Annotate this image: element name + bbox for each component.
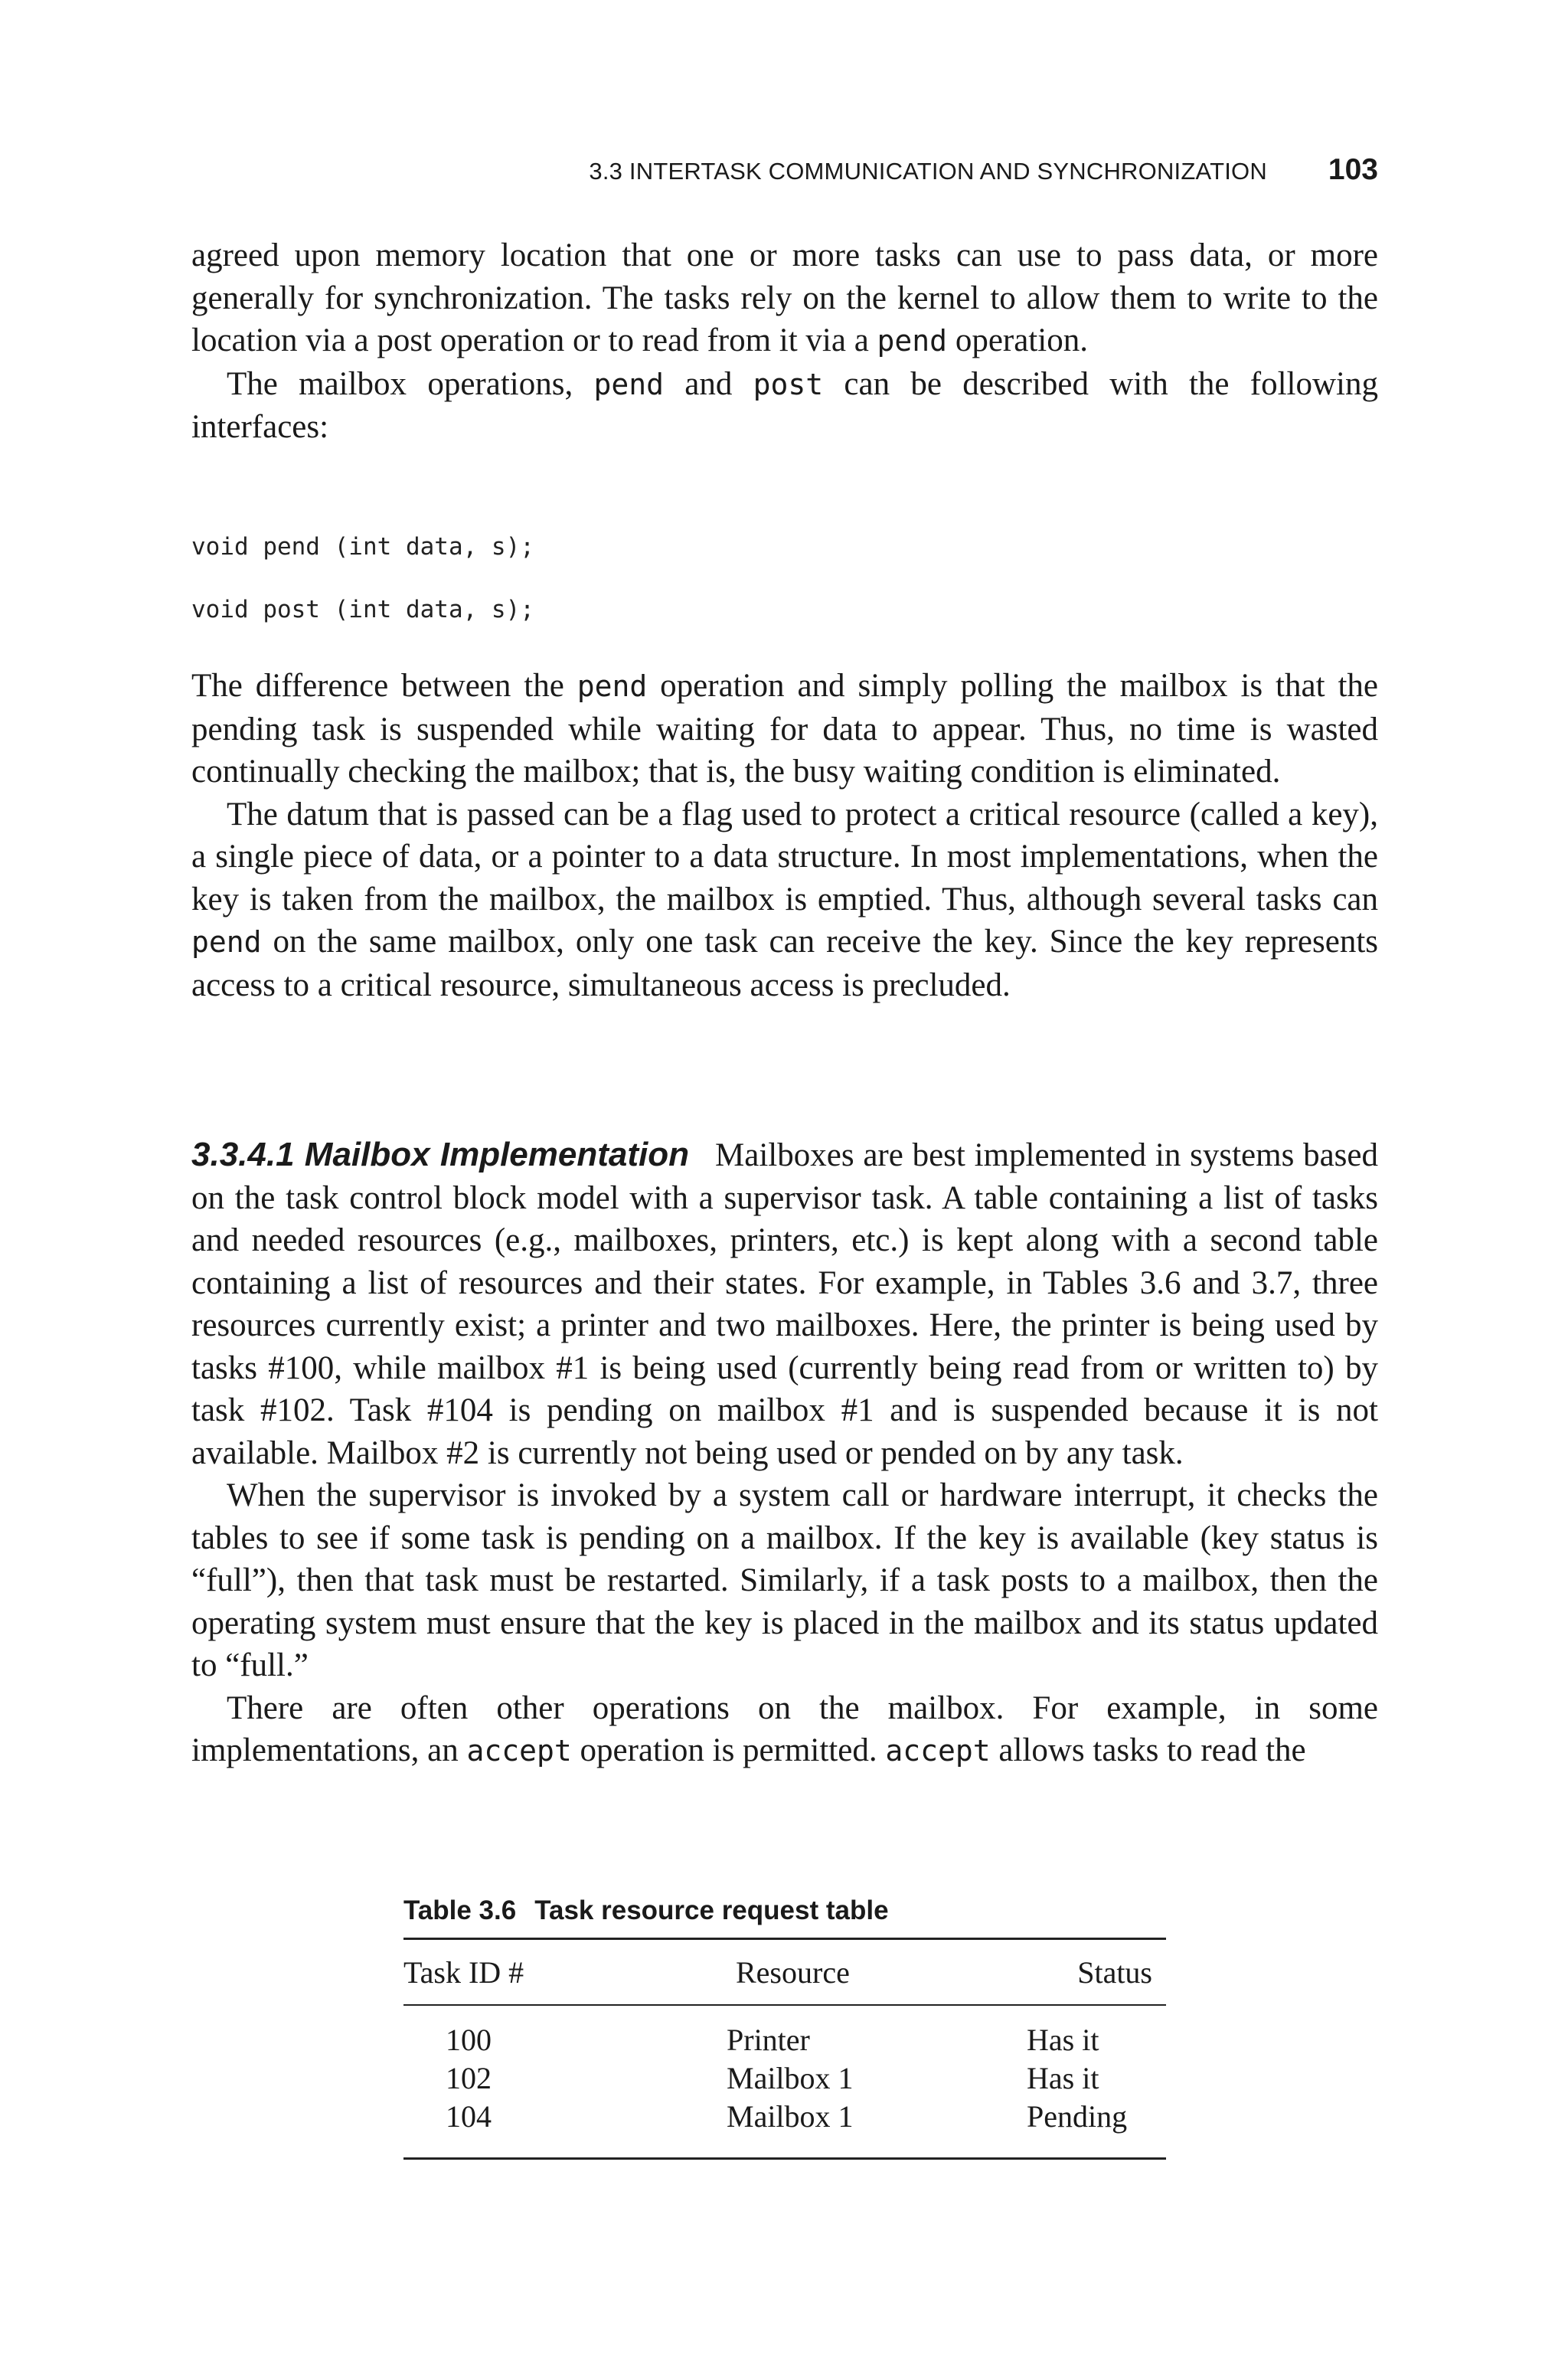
code-inline-pend: pend: [593, 367, 664, 401]
table-row: [403, 2098, 1166, 2136]
paragraph-7-text: [191, 1687, 1378, 1773]
code-inline-pend: pend: [577, 669, 648, 703]
table-body: [403, 2006, 1166, 2157]
running-head-section: 3.3 INTERTASK COMMUNICATION AND SYNCHRONIZATION: [589, 158, 1267, 185]
code-inline-post: post: [753, 367, 824, 401]
text-segment: and: [663, 365, 753, 402]
table-header-task-id: Task ID #: [403, 1954, 524, 1990]
text-segment: operation is permitted.: [571, 1732, 886, 1768]
text-segment: There are often other operations on the mailbox. For example, in some implementations, an: [191, 1689, 1378, 1768]
table-cell-resource: Mailbox 1: [727, 2061, 854, 2095]
code-inline-accept: accept: [885, 1734, 991, 1768]
code-line-pend: void pend (int data, s);: [191, 533, 534, 561]
subsection-mailbox-implementation: [191, 1133, 1378, 1773]
paragraph-6-text: [191, 1474, 1378, 1687]
running-head: [191, 153, 1378, 199]
text-segment: The difference between the: [191, 668, 577, 704]
code-inline-pend: pend: [191, 925, 262, 959]
code-inline-accept: accept: [466, 1734, 572, 1768]
subsection-heading: 3.3.4.1 Mailbox Implementation: [191, 1136, 690, 1173]
paragraph-2-text: [191, 363, 1378, 449]
text-segment: on the same mailbox, only one task can receive the key. Since the key represents access to a critical resource, simultaneous access is precluded.: [191, 924, 1378, 1003]
table-cell-status: Has it: [1027, 2023, 1099, 2057]
text-segment: agreed upon memory location that one or more tasks can use to pass data, or more generally for synchronization. The tasks rely on the kernel to allow them to write to the location via a post operation or to read from it via a: [191, 237, 1378, 358]
text-segment: operation and simply polling the mailbox is that the pending task is suspended while waiting for data to appear. Thus, no time is wasted continually checking the mailbox; that is, the busy waiting condition is eliminated.: [191, 668, 1378, 790]
text-segment: operation.: [947, 322, 1088, 358]
code-line-post: void post (int data, s);: [191, 596, 534, 623]
table-cell-task-id: 104: [446, 2099, 492, 2134]
table-caption-text: Task resource request table: [534, 1895, 889, 1925]
table-cell-task-id: 102: [446, 2061, 492, 2095]
table-header-status: Status: [1077, 1954, 1152, 1990]
table-cell-resource: Printer: [727, 2023, 810, 2057]
table-caption: [403, 1892, 1166, 1930]
table-cell-status: Has it: [1027, 2061, 1099, 2095]
code-inline-pend: pend: [877, 324, 948, 358]
paragraph-4-text: [191, 793, 1378, 1007]
text-segment: The mailbox operations,: [227, 365, 594, 402]
table-header-resource: Resource: [736, 1954, 850, 1990]
table-bottom-rule: [403, 2157, 1166, 2160]
table-3-6: [403, 1892, 1166, 2160]
paragraph-1: [191, 234, 1378, 449]
table-caption-label: Table 3.6: [403, 1895, 517, 1925]
table-cell-resource: Mailbox 1: [727, 2099, 854, 2134]
table-row: [403, 2059, 1166, 2098]
paragraph-5-text: [191, 1133, 1378, 1474]
text-segment: When the supervisor is invoked by a system call or hardware interrupt, it checks the tables to see if some task is pending on a mailbox. If the key is available (key status is “full”), then that task must be restarted. Similarly, if a task posts to a mailbox, then the operating system must ensure that the key is placed in the mailbox and its status updated to “full.”: [191, 1477, 1378, 1683]
page-number: 103: [1328, 153, 1378, 186]
table-cell-task-id: 100: [446, 2023, 492, 2057]
text-segment: allows tasks to read the: [990, 1732, 1306, 1768]
text-segment: The datum that is passed can be a flag used to protect a critical resource (called a key), a single piece of data, or a pointer to a data structure. In most implementations, when the key is taken from the mailbox, the mailbox is emptied. Thus, although several tasks can: [191, 796, 1378, 917]
paragraph-1-text: [191, 234, 1378, 363]
table-header-row: [403, 1940, 1166, 2004]
paragraph-3-text: [191, 665, 1378, 793]
table-cell-status: Pending: [1027, 2099, 1128, 2134]
text-segment: Mailboxes are best implemented in systems based on the task control block model with a supervisor task. A table containing a list of tasks and needed resources (e.g., mailboxes, printers, etc.) is kept along with a second table containing a list of resources and their states. For example, in Tables 3.6 and 3.7, three resources currently exist; a printer and two mailboxes. Here, the printer is being used by tasks #100, while mailbox #1 is being used (currently being read from or written to) by task #102. Task #104 is pending on mailbox #1 and is suspended because it is not available. Mailbox #2 is currently not being used or pended on by any task.: [191, 1137, 1379, 1471]
body-main: [191, 665, 1378, 1006]
text-segment: can be described with the following interfaces:: [191, 365, 1378, 445]
code-block: [191, 531, 1378, 625]
table-row: [403, 2021, 1166, 2059]
